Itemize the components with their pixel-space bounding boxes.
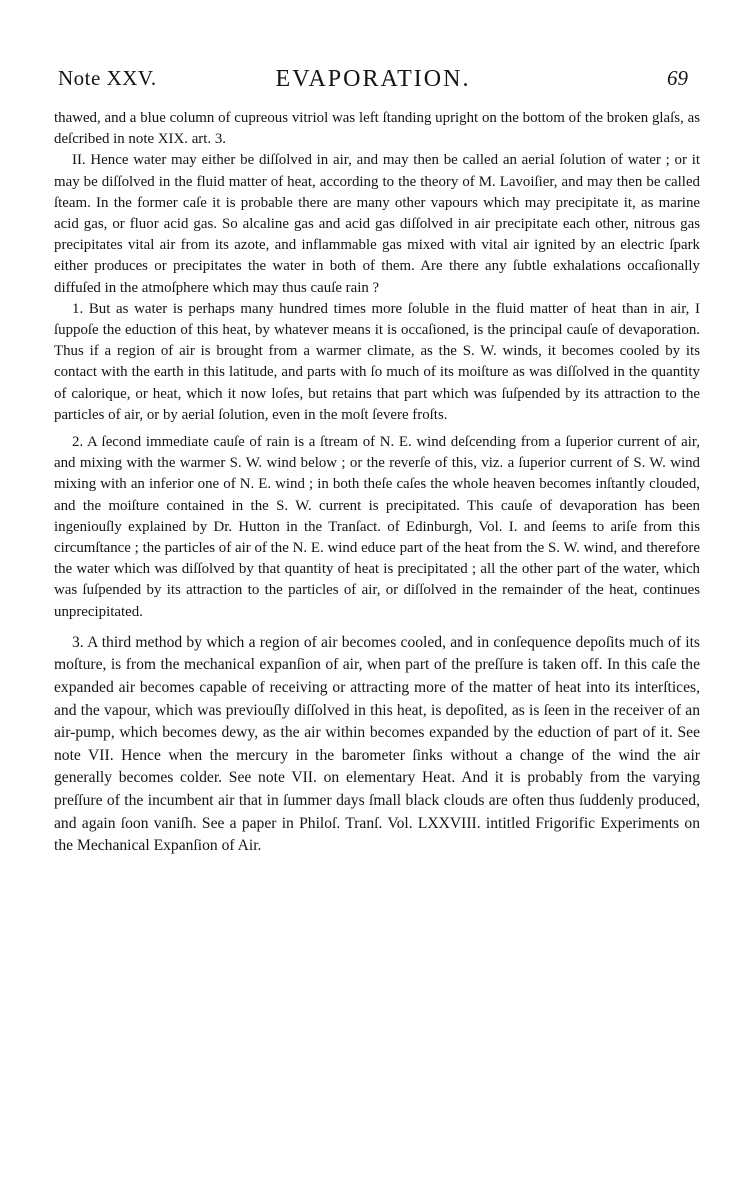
paragraph-section-ii: II. Hence water may either be diſſolved in air, and may then be called an aerial ſolution of water ; or it may be diſſolved in the fluid matter of heat, according to the theory of M. Lavoiſier, and may then be called ſteam. In the former caſe it is probable there are many other vapours which may precipitate it, as marine acid gas, or fluor acid gas. So alcaline gas and acid gas diſſolved in air precipitate each other, nitrous gas precipitates vital air from its azote, and inflammable gas mixed with vital air ignited by an electric ſpark either produces or precipitates the water in both of them. Are there any ſubtle exhalations occaſionally diffuſed in the atmoſphere which may thus cauſe rain ? — [54, 152, 700, 296]
paragraph-continuation: thawed, and a blue column of cupreous vitriol was left ſtanding upright on the bottom of the broken glaſs, as deſcribed in note XIX. art. 3. — [54, 110, 700, 148]
paragraph-point-2: 2. A ſecond immediate cauſe of rain is a ſtream of N. E. wind deſcending from a ſuperior current of air, and mixing with the warmer S. W. wind below ; or the reverſe of this, viz. a ſuperior current of S. W. wind mixing with an inferior one of N. E. wind ; in both theſe caſes the whole heaven becomes inſtantly clouded, and the moiſture contained in the S. W. current is precipitated. This cauſe of devaporation has been ingeniouſly explained by Dr. Hutton in the Tranſact. of Edinburgh, Vol. I. and ſeems to ariſe from this circumſtance ; the particles of air of the N. E. wind educe part of the heat from the S. W. wind, and therefore the water which was diſſolved by that quantity of heat is precipitated ; all the other part of the water, which was ſuſpended by its attraction to the particles of air, or diſſolved in the remainder of the heat, continues unprecipitated. — [54, 434, 700, 620]
running-header — [58, 66, 688, 96]
paragraph-point-3: 3. A third method by which a region of air becomes cooled, and in conſequence depoſits much of its moſture, is from the mechanical expanſion of air, when part of the preſſure is taken off. In this caſe the expanded air becomes capable of receiving or attracting more of the matter of heat into its interſtices, and the vapour, which was previouſly diſſolved in this heat, is depoſited, as is ſeen in the receiver of an air-pump, which becomes dewy, as the air within becomes expanded by the eduction of part of it. See note VII. Hence when the mercury in the barometer ſinks without a change of the wind the air generally becomes colder. See note VII. on elementary Heat. And it is probably from the varying preſſure of the incumbent air that in ſummer days ſmall black clouds are often thus ſuddenly produced, and again ſoon vaniſh. See a paper in Philoſ. Tranſ. Vol. LXXVIII. intitled Frigorific Experiments on the Mechanical Expanſion of Air. — [54, 633, 700, 855]
note-number: Note XXV. — [58, 66, 157, 90]
paragraph-point-1: 1. But as water is perhaps many hundred times more ſoluble in the fluid matter of heat than in air, I ſuppoſe the eduction of this heat, by whatever means it is occaſioned, is the principal cauſe of devaporation. Thus if a region of air is brought from a warmer climate, as the S. W. winds, it becomes cooled by its contact with the earth in this latitude, and parts with ſo much of its moiſture as was diſſolved in the quantity of calorique, or heat, which it now loſes, but retains that part which was ſuſpended by its attraction to the particles of air, or by aerial ſolution, even in the moſt ſevere froſts. — [54, 300, 700, 423]
page-number: 69 — [667, 66, 688, 90]
body-text — [54, 108, 700, 858]
page-title: EVAPORATION. — [275, 66, 471, 92]
